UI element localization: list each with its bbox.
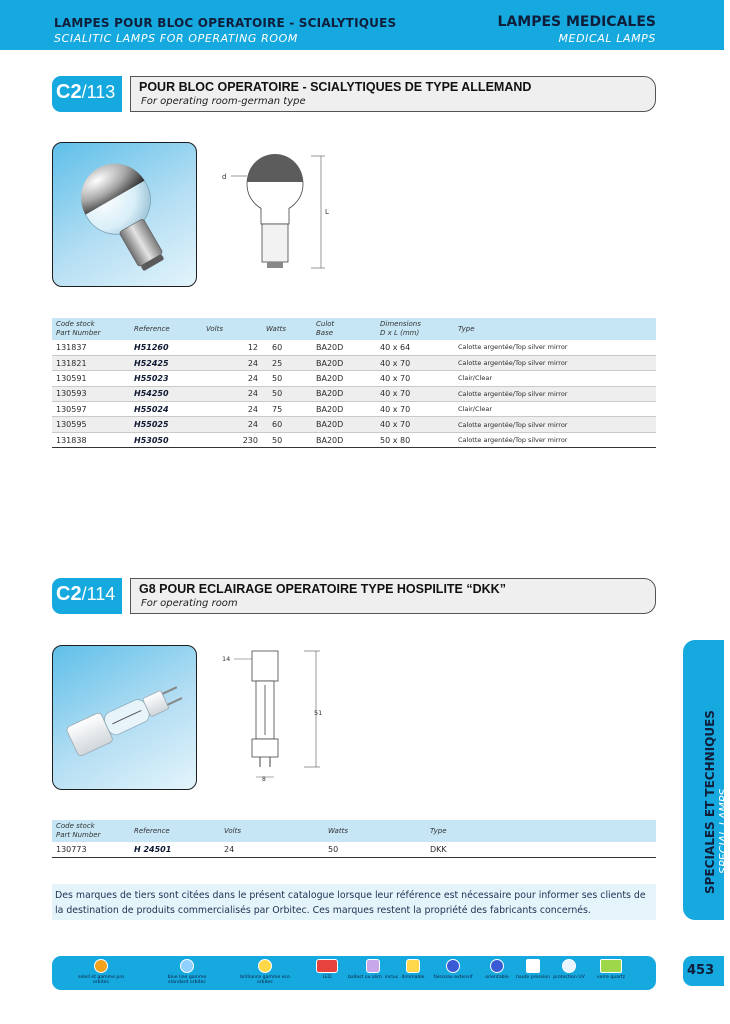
product-table-c2-114 <box>52 820 656 858</box>
section-code-suffix: /114 <box>81 584 116 604</box>
cell-dimensions: 50 x 80 <box>376 432 454 447</box>
cell-type: Clair/Clear <box>454 371 656 386</box>
section-header-c2-113 <box>52 76 656 112</box>
cell-watts: 60 <box>262 340 312 355</box>
cell-volts: 24 <box>202 386 262 401</box>
cell-watts: 60 <box>262 417 312 432</box>
cell-base: BA20D <box>312 432 376 447</box>
cell-dimensions: 40 x 70 <box>376 355 454 370</box>
cell-dimensions: 40 x 70 <box>376 371 454 386</box>
silver-top-bulb-diagram <box>215 150 340 280</box>
cell-dimensions: 40 x 70 <box>376 417 454 432</box>
g8-capsule-lamp-icon <box>53 646 198 791</box>
cell-type: Calotte argentée/Top silver mirror <box>454 432 656 447</box>
g8-capsule-lamp-diagram <box>220 645 330 785</box>
cell-base: BA20D <box>312 417 376 432</box>
legend-item: verre quartz <box>586 956 636 990</box>
cell-reference: H55023 <box>130 371 202 386</box>
cell-reference: H54250 <box>130 386 202 401</box>
diagram-l-label: L <box>325 208 329 216</box>
col-type: Type <box>454 318 656 340</box>
cell-volts: 24 <box>202 371 262 386</box>
cell-type: Clair/Clear <box>454 402 656 417</box>
cell-dimensions: 40 x 64 <box>376 340 454 355</box>
section-code-prefix: C2 <box>56 81 82 103</box>
cell-code: 130595 <box>52 417 130 432</box>
table-row <box>52 340 656 355</box>
table-row <box>52 402 656 417</box>
header-category-fr: LAMPES MEDICALES <box>497 14 656 30</box>
cell-reference: H 24501 <box>130 842 220 857</box>
cell-dimensions: 40 x 70 <box>376 386 454 401</box>
dimmer-icon <box>406 959 420 973</box>
cell-code: 130591 <box>52 371 130 386</box>
legend-item: soleil et gamme pro orbitec <box>76 956 126 990</box>
cell-reference: H51260 <box>130 340 202 355</box>
cell-type: DKK <box>426 842 656 857</box>
col-volts: Volts <box>220 820 324 842</box>
col-reference: Reference <box>130 318 202 340</box>
cell-volts: 24 <box>202 355 262 370</box>
cell-reference: H53050 <box>130 432 202 447</box>
cell-base: BA20D <box>312 386 376 401</box>
cell-base: BA20D <box>312 355 376 370</box>
diagram-width-label: 14 <box>222 655 231 663</box>
table-row <box>52 386 656 401</box>
lamp-photo-silver-top <box>52 142 197 287</box>
cell-type: Calotte argentée/Top silver mirror <box>454 386 656 401</box>
cell-base: BA20D <box>312 402 376 417</box>
diagram-d-label: d <box>222 173 227 181</box>
product-table-c2-113 <box>52 318 656 448</box>
header-title-fr: LAMPES POUR BLOC OPERATOIRE - SCIALYTIQUES <box>54 16 397 30</box>
section-title: POUR BLOC OPERATOIRE - SCIALYTIQUES DE TYPE ALLEMAND <box>139 80 532 94</box>
cell-watts: 75 <box>262 402 312 417</box>
cell-type: Calotte argentée/Top silver mirror <box>454 355 656 370</box>
direction-icon <box>490 959 504 973</box>
cell-watts: 50 <box>262 386 312 401</box>
silver-top-bulb-icon <box>53 143 198 288</box>
sun-icon <box>94 959 108 973</box>
legend-item: brilliance gamme eco orbitec <box>240 956 290 990</box>
cell-watts: 50 <box>324 842 426 857</box>
table-row <box>52 417 656 432</box>
side-tab-label-en: SPECIAL LAMPS <box>717 788 730 874</box>
legend-item: faisceau extensif <box>428 956 478 990</box>
col-code-stock: Code stock Part Number <box>52 318 130 340</box>
header-title-en: SCIALITIC LAMPS FOR OPERATING ROOM <box>54 32 298 45</box>
legend-item: orientable <box>472 956 522 990</box>
table-row <box>52 432 656 447</box>
cell-volts: 24 <box>202 417 262 432</box>
cell-base: BA20D <box>312 340 376 355</box>
section-title-box <box>130 578 656 614</box>
legend-item: blue line gamme standard orbitec <box>162 956 212 990</box>
trademark-note: Des marques de tiers sont citées dans le présent catalogue lorsque leur référence est nécessaire pour informer ses clients de la destination de produits commercialisés par Orbitec. Ces marques restent la propriété des fabricants concernés. <box>52 884 656 920</box>
col-volts: Volts <box>202 318 262 340</box>
table-row <box>52 371 656 386</box>
legend-item: dimmable <box>388 956 438 990</box>
diagram-length-label: 51 <box>314 709 323 717</box>
cell-reference: H55024 <box>130 402 202 417</box>
legend-item: ballast ou alim. inclus <box>348 956 398 990</box>
cell-reference: H52425 <box>130 355 202 370</box>
section-code-prefix: C2 <box>56 583 82 605</box>
section-title-box <box>130 76 656 112</box>
table-header-row <box>52 820 656 842</box>
cell-watts: 50 <box>262 371 312 386</box>
page-header <box>0 0 724 50</box>
spot-icon <box>446 959 460 973</box>
section-subtitle: For operating room-german type <box>141 96 306 107</box>
cell-code: 131821 <box>52 355 130 370</box>
bulb-icon <box>258 959 272 973</box>
power-icon <box>600 959 622 973</box>
col-type: Type <box>426 820 656 842</box>
legend-item: haute pression <box>508 956 558 990</box>
cell-code: 131837 <box>52 340 130 355</box>
cell-reference: H55025 <box>130 417 202 432</box>
col-reference: Reference <box>130 820 220 842</box>
side-category-tab <box>683 640 730 920</box>
cell-code: 130773 <box>52 842 130 857</box>
side-tab-label-fr: SPECIALES ET TECHNIQUES <box>703 710 717 894</box>
col-watts: Watts <box>324 820 426 842</box>
legend-item: protection UV <box>544 956 594 990</box>
ballast-icon <box>366 959 380 973</box>
header-category-en: MEDICAL LAMPS <box>558 32 656 45</box>
section-subtitle: For operating room <box>141 598 238 609</box>
cell-volts: 24 <box>220 842 324 857</box>
col-watts: Watts <box>262 318 312 340</box>
cell-type: Calotte argentée/Top silver mirror <box>454 340 656 355</box>
col-culot-base: Culot Base <box>312 318 376 340</box>
led-icon <box>316 959 338 973</box>
cell-type: Calotte argentée/Top silver mirror <box>454 417 656 432</box>
page-number: 453 <box>687 963 715 978</box>
cell-code: 130593 <box>52 386 130 401</box>
cell-code: 131838 <box>52 432 130 447</box>
uv-icon <box>562 959 576 973</box>
legend-item: LED <box>302 956 352 990</box>
cell-watts: 25 <box>262 355 312 370</box>
table-row <box>52 842 656 857</box>
cell-volts: 24 <box>202 402 262 417</box>
footer-legend-bar <box>52 956 656 990</box>
table-row <box>52 355 656 370</box>
section-title: G8 POUR ECLAIRAGE OPERATOIRE TYPE HOSPILITE “DKK” <box>139 582 506 596</box>
lamp-photo-g8-dkk <box>52 645 197 790</box>
col-dimensions: Dimensions D x L (mm) <box>376 318 454 340</box>
section-header-c2-114 <box>52 578 656 614</box>
box-icon <box>526 959 540 973</box>
diagram-pin-label: 8 <box>262 776 266 783</box>
cell-code: 130597 <box>52 402 130 417</box>
page-number-tab <box>683 956 724 986</box>
cell-volts: 12 <box>202 340 262 355</box>
section-code-badge <box>52 578 122 614</box>
section-code-suffix: /113 <box>81 82 116 102</box>
globe-icon <box>180 959 194 973</box>
cell-volts: 230 <box>202 432 262 447</box>
cell-dimensions: 40 x 70 <box>376 402 454 417</box>
cell-base: BA20D <box>312 371 376 386</box>
col-code-stock: Code stock Part Number <box>52 820 130 842</box>
section-code-badge <box>52 76 122 112</box>
table-header-row <box>52 318 656 340</box>
cell-watts: 50 <box>262 432 312 447</box>
